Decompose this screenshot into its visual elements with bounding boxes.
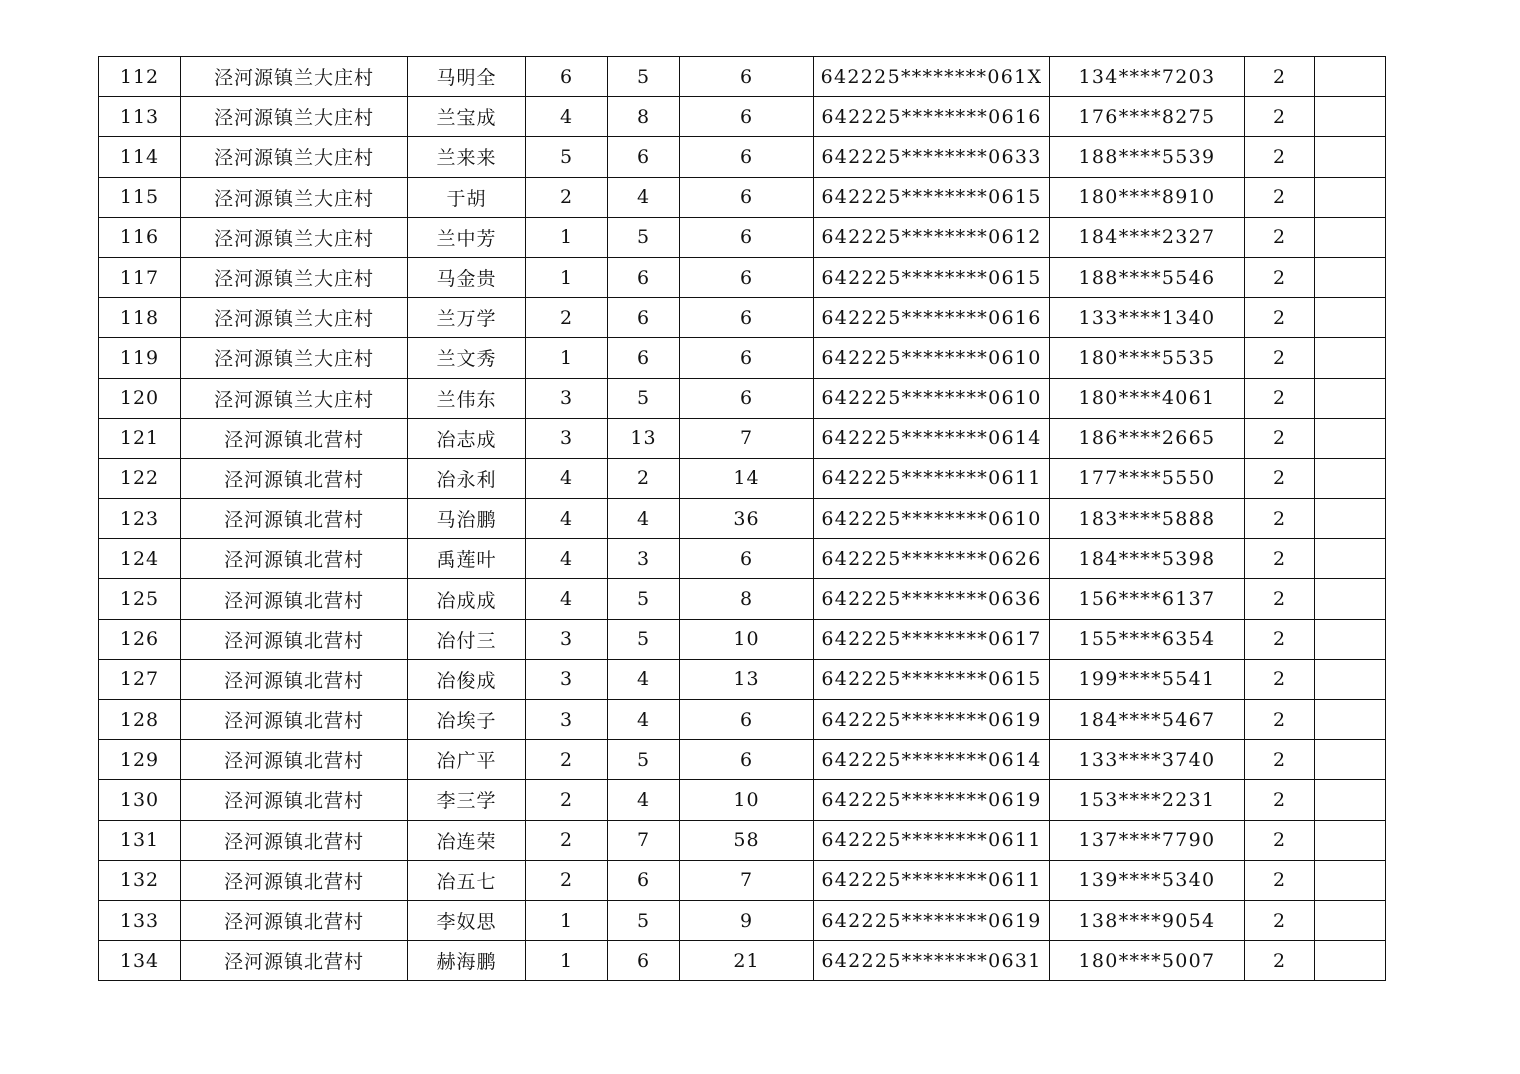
cell-phone: 180****4061 xyxy=(1050,378,1245,418)
cell-remark xyxy=(1315,579,1386,619)
cell-col-5: 3 xyxy=(608,539,680,579)
table-row xyxy=(99,499,1386,539)
cell-col-9: 2 xyxy=(1245,619,1315,659)
cell-col-4: 1 xyxy=(526,257,608,297)
cell-phone: 184****5398 xyxy=(1050,539,1245,579)
table-row xyxy=(99,378,1386,418)
cell-village: 泾河源镇兰大庄村 xyxy=(181,57,408,97)
cell-col-9: 2 xyxy=(1245,217,1315,257)
cell-col-5: 6 xyxy=(608,137,680,177)
table-row xyxy=(99,659,1386,699)
cell-remark xyxy=(1315,338,1386,378)
cell-name: 冶五七 xyxy=(408,860,526,900)
table-row xyxy=(99,177,1386,217)
table-row xyxy=(99,217,1386,257)
cell-name: 赫海鹏 xyxy=(408,941,526,981)
cell-col-5: 5 xyxy=(608,740,680,780)
cell-remark xyxy=(1315,619,1386,659)
cell-village: 泾河源镇北营村 xyxy=(181,740,408,780)
cell-col-5: 4 xyxy=(608,177,680,217)
cell-col-4: 2 xyxy=(526,860,608,900)
cell-name: 兰万学 xyxy=(408,298,526,338)
cell-col-6: 6 xyxy=(680,137,814,177)
cell-village: 泾河源镇兰大庄村 xyxy=(181,97,408,137)
cell-name: 兰中芳 xyxy=(408,217,526,257)
cell-number: 117 xyxy=(99,257,181,297)
cell-phone: 184****5467 xyxy=(1050,700,1245,740)
table-row xyxy=(99,257,1386,297)
table-row xyxy=(99,740,1386,780)
cell-phone: 188****5539 xyxy=(1050,137,1245,177)
table-row xyxy=(99,418,1386,458)
table-row xyxy=(99,137,1386,177)
cell-phone: 139****5340 xyxy=(1050,860,1245,900)
cell-col-9: 2 xyxy=(1245,860,1315,900)
cell-name: 李三学 xyxy=(408,780,526,820)
cell-id-number: 642225********0631 xyxy=(814,941,1050,981)
cell-phone: 183****5888 xyxy=(1050,499,1245,539)
cell-remark xyxy=(1315,941,1386,981)
table-row xyxy=(99,619,1386,659)
cell-village: 泾河源镇北营村 xyxy=(181,820,408,860)
cell-col-9: 2 xyxy=(1245,257,1315,297)
cell-remark xyxy=(1315,458,1386,498)
cell-col-6: 36 xyxy=(680,499,814,539)
cell-number: 121 xyxy=(99,418,181,458)
cell-number: 130 xyxy=(99,780,181,820)
cell-village: 泾河源镇北营村 xyxy=(181,659,408,699)
cell-id-number: 642225********0619 xyxy=(814,900,1050,940)
roster-body xyxy=(99,57,1386,981)
cell-col-6: 21 xyxy=(680,941,814,981)
cell-col-6: 6 xyxy=(680,257,814,297)
cell-remark xyxy=(1315,418,1386,458)
cell-name: 冶连荣 xyxy=(408,820,526,860)
cell-col-5: 8 xyxy=(608,97,680,137)
cell-remark xyxy=(1315,137,1386,177)
cell-col-6: 6 xyxy=(680,177,814,217)
cell-col-9: 2 xyxy=(1245,177,1315,217)
cell-col-5: 6 xyxy=(608,941,680,981)
cell-phone: 180****5007 xyxy=(1050,941,1245,981)
cell-id-number: 642225********0615 xyxy=(814,177,1050,217)
cell-col-5: 6 xyxy=(608,298,680,338)
cell-village: 泾河源镇北营村 xyxy=(181,780,408,820)
cell-village: 泾河源镇兰大庄村 xyxy=(181,378,408,418)
cell-col-4: 2 xyxy=(526,298,608,338)
cell-phone: 134****7203 xyxy=(1050,57,1245,97)
cell-phone: 137****7790 xyxy=(1050,820,1245,860)
cell-col-6: 7 xyxy=(680,860,814,900)
cell-village: 泾河源镇北营村 xyxy=(181,860,408,900)
cell-id-number: 642225********061X xyxy=(814,57,1050,97)
cell-id-number: 642225********0612 xyxy=(814,217,1050,257)
table-row xyxy=(99,900,1386,940)
cell-remark xyxy=(1315,820,1386,860)
cell-col-4: 3 xyxy=(526,418,608,458)
cell-col-9: 2 xyxy=(1245,298,1315,338)
cell-name: 冶成成 xyxy=(408,579,526,619)
cell-name: 马金贵 xyxy=(408,257,526,297)
cell-id-number: 642225********0616 xyxy=(814,97,1050,137)
table-row xyxy=(99,57,1386,97)
cell-id-number: 642225********0633 xyxy=(814,137,1050,177)
cell-col-4: 4 xyxy=(526,579,608,619)
cell-number: 113 xyxy=(99,97,181,137)
cell-name: 禹莲叶 xyxy=(408,539,526,579)
cell-col-6: 6 xyxy=(680,298,814,338)
cell-col-9: 2 xyxy=(1245,539,1315,579)
cell-col-5: 7 xyxy=(608,820,680,860)
cell-col-9: 2 xyxy=(1245,700,1315,740)
cell-col-9: 2 xyxy=(1245,378,1315,418)
cell-col-6: 6 xyxy=(680,539,814,579)
cell-village: 泾河源镇北营村 xyxy=(181,458,408,498)
cell-remark xyxy=(1315,217,1386,257)
table-row xyxy=(99,298,1386,338)
table-row xyxy=(99,941,1386,981)
cell-remark xyxy=(1315,499,1386,539)
cell-col-6: 6 xyxy=(680,97,814,137)
cell-name: 冶付三 xyxy=(408,619,526,659)
cell-col-4: 2 xyxy=(526,820,608,860)
cell-col-5: 5 xyxy=(608,217,680,257)
cell-col-9: 2 xyxy=(1245,97,1315,137)
cell-remark xyxy=(1315,539,1386,579)
cell-village: 泾河源镇兰大庄村 xyxy=(181,177,408,217)
cell-remark xyxy=(1315,740,1386,780)
cell-col-4: 3 xyxy=(526,619,608,659)
cell-col-5: 13 xyxy=(608,418,680,458)
cell-col-4: 4 xyxy=(526,499,608,539)
cell-col-6: 6 xyxy=(680,217,814,257)
cell-phone: 180****5535 xyxy=(1050,338,1245,378)
cell-col-6: 6 xyxy=(680,740,814,780)
cell-remark xyxy=(1315,860,1386,900)
cell-id-number: 642225********0610 xyxy=(814,499,1050,539)
cell-number: 127 xyxy=(99,659,181,699)
cell-phone: 176****8275 xyxy=(1050,97,1245,137)
cell-col-5: 5 xyxy=(608,619,680,659)
cell-name: 冶俊成 xyxy=(408,659,526,699)
cell-col-9: 2 xyxy=(1245,338,1315,378)
cell-remark xyxy=(1315,298,1386,338)
cell-number: 115 xyxy=(99,177,181,217)
cell-id-number: 642225********0636 xyxy=(814,579,1050,619)
cell-col-6: 58 xyxy=(680,820,814,860)
cell-col-9: 2 xyxy=(1245,659,1315,699)
cell-col-9: 2 xyxy=(1245,137,1315,177)
cell-number: 112 xyxy=(99,57,181,97)
cell-name: 冶广平 xyxy=(408,740,526,780)
cell-phone: 199****5541 xyxy=(1050,659,1245,699)
cell-col-5: 6 xyxy=(608,257,680,297)
cell-phone: 188****5546 xyxy=(1050,257,1245,297)
cell-name: 兰来来 xyxy=(408,137,526,177)
cell-remark xyxy=(1315,900,1386,940)
cell-col-9: 2 xyxy=(1245,579,1315,619)
cell-col-9: 2 xyxy=(1245,900,1315,940)
cell-col-6: 8 xyxy=(680,579,814,619)
table-row xyxy=(99,700,1386,740)
cell-id-number: 642225********0617 xyxy=(814,619,1050,659)
cell-col-5: 4 xyxy=(608,499,680,539)
table-row xyxy=(99,579,1386,619)
cell-remark xyxy=(1315,780,1386,820)
cell-id-number: 642225********0615 xyxy=(814,257,1050,297)
cell-id-number: 642225********0610 xyxy=(814,378,1050,418)
cell-col-6: 13 xyxy=(680,659,814,699)
cell-phone: 180****8910 xyxy=(1050,177,1245,217)
cell-col-4: 1 xyxy=(526,900,608,940)
cell-village: 泾河源镇北营村 xyxy=(181,619,408,659)
cell-id-number: 642225********0610 xyxy=(814,338,1050,378)
cell-col-9: 2 xyxy=(1245,820,1315,860)
cell-phone: 138****9054 xyxy=(1050,900,1245,940)
cell-village: 泾河源镇北营村 xyxy=(181,900,408,940)
cell-col-4: 3 xyxy=(526,700,608,740)
cell-id-number: 642225********0614 xyxy=(814,740,1050,780)
cell-number: 122 xyxy=(99,458,181,498)
cell-name: 冶永利 xyxy=(408,458,526,498)
cell-village: 泾河源镇北营村 xyxy=(181,579,408,619)
cell-id-number: 642225********0611 xyxy=(814,860,1050,900)
cell-col-4: 4 xyxy=(526,539,608,579)
cell-col-4: 6 xyxy=(526,57,608,97)
cell-name: 于胡 xyxy=(408,177,526,217)
cell-id-number: 642225********0619 xyxy=(814,700,1050,740)
cell-col-4: 4 xyxy=(526,458,608,498)
cell-id-number: 642225********0614 xyxy=(814,418,1050,458)
cell-col-6: 6 xyxy=(680,378,814,418)
cell-col-9: 2 xyxy=(1245,740,1315,780)
cell-col-5: 4 xyxy=(608,780,680,820)
cell-id-number: 642225********0611 xyxy=(814,820,1050,860)
table-row xyxy=(99,539,1386,579)
table-row xyxy=(99,780,1386,820)
cell-col-6: 6 xyxy=(680,338,814,378)
cell-col-4: 2 xyxy=(526,177,608,217)
cell-number: 132 xyxy=(99,860,181,900)
table-row xyxy=(99,97,1386,137)
household-roster-table xyxy=(98,56,1386,981)
cell-name: 冶志成 xyxy=(408,418,526,458)
cell-col-4: 2 xyxy=(526,780,608,820)
cell-name: 马治鹏 xyxy=(408,499,526,539)
cell-number: 123 xyxy=(99,499,181,539)
cell-col-5: 6 xyxy=(608,860,680,900)
cell-village: 泾河源镇兰大庄村 xyxy=(181,137,408,177)
cell-number: 119 xyxy=(99,338,181,378)
table-row xyxy=(99,860,1386,900)
cell-village: 泾河源镇兰大庄村 xyxy=(181,217,408,257)
cell-name: 马明全 xyxy=(408,57,526,97)
cell-col-9: 2 xyxy=(1245,458,1315,498)
cell-id-number: 642225********0615 xyxy=(814,659,1050,699)
cell-col-6: 6 xyxy=(680,700,814,740)
cell-number: 116 xyxy=(99,217,181,257)
cell-village: 泾河源镇兰大庄村 xyxy=(181,257,408,297)
cell-remark xyxy=(1315,700,1386,740)
cell-phone: 133****3740 xyxy=(1050,740,1245,780)
cell-col-4: 3 xyxy=(526,659,608,699)
cell-number: 134 xyxy=(99,941,181,981)
table-row xyxy=(99,338,1386,378)
cell-remark xyxy=(1315,257,1386,297)
cell-col-6: 10 xyxy=(680,619,814,659)
cell-remark xyxy=(1315,57,1386,97)
cell-remark xyxy=(1315,659,1386,699)
cell-phone: 186****2665 xyxy=(1050,418,1245,458)
cell-number: 131 xyxy=(99,820,181,860)
cell-col-5: 2 xyxy=(608,458,680,498)
cell-number: 120 xyxy=(99,378,181,418)
cell-id-number: 642225********0626 xyxy=(814,539,1050,579)
cell-number: 128 xyxy=(99,700,181,740)
cell-col-5: 5 xyxy=(608,57,680,97)
cell-col-6: 14 xyxy=(680,458,814,498)
cell-col-4: 5 xyxy=(526,137,608,177)
cell-col-6: 7 xyxy=(680,418,814,458)
table-row xyxy=(99,458,1386,498)
cell-col-5: 5 xyxy=(608,378,680,418)
cell-number: 133 xyxy=(99,900,181,940)
cell-number: 124 xyxy=(99,539,181,579)
cell-col-6: 6 xyxy=(680,57,814,97)
cell-col-4: 1 xyxy=(526,941,608,981)
cell-number: 125 xyxy=(99,579,181,619)
cell-col-9: 2 xyxy=(1245,780,1315,820)
cell-number: 129 xyxy=(99,740,181,780)
cell-village: 泾河源镇兰大庄村 xyxy=(181,338,408,378)
cell-remark xyxy=(1315,97,1386,137)
cell-remark xyxy=(1315,177,1386,217)
cell-col-4: 2 xyxy=(526,740,608,780)
cell-village: 泾河源镇兰大庄村 xyxy=(181,298,408,338)
cell-col-6: 10 xyxy=(680,780,814,820)
table-row xyxy=(99,820,1386,860)
cell-village: 泾河源镇北营村 xyxy=(181,539,408,579)
cell-col-4: 4 xyxy=(526,97,608,137)
cell-name: 兰文秀 xyxy=(408,338,526,378)
cell-phone: 184****2327 xyxy=(1050,217,1245,257)
cell-village: 泾河源镇北营村 xyxy=(181,499,408,539)
cell-number: 114 xyxy=(99,137,181,177)
cell-col-4: 1 xyxy=(526,217,608,257)
cell-col-9: 2 xyxy=(1245,499,1315,539)
cell-id-number: 642225********0616 xyxy=(814,298,1050,338)
cell-phone: 155****6354 xyxy=(1050,619,1245,659)
cell-village: 泾河源镇北营村 xyxy=(181,700,408,740)
cell-name: 兰伟东 xyxy=(408,378,526,418)
cell-col-6: 9 xyxy=(680,900,814,940)
cell-id-number: 642225********0611 xyxy=(814,458,1050,498)
cell-name: 冶埃子 xyxy=(408,700,526,740)
cell-id-number: 642225********0619 xyxy=(814,780,1050,820)
cell-col-4: 3 xyxy=(526,378,608,418)
cell-village: 泾河源镇北营村 xyxy=(181,418,408,458)
cell-col-5: 6 xyxy=(608,338,680,378)
cell-col-5: 4 xyxy=(608,700,680,740)
cell-remark xyxy=(1315,378,1386,418)
cell-name: 兰宝成 xyxy=(408,97,526,137)
cell-name: 李奴思 xyxy=(408,900,526,940)
cell-village: 泾河源镇北营村 xyxy=(181,941,408,981)
cell-col-9: 2 xyxy=(1245,57,1315,97)
cell-col-5: 5 xyxy=(608,579,680,619)
cell-phone: 156****6137 xyxy=(1050,579,1245,619)
cell-phone: 177****5550 xyxy=(1050,458,1245,498)
cell-phone: 133****1340 xyxy=(1050,298,1245,338)
cell-col-9: 2 xyxy=(1245,418,1315,458)
cell-col-5: 4 xyxy=(608,659,680,699)
cell-col-9: 2 xyxy=(1245,941,1315,981)
cell-number: 118 xyxy=(99,298,181,338)
cell-number: 126 xyxy=(99,619,181,659)
cell-phone: 153****2231 xyxy=(1050,780,1245,820)
cell-col-4: 1 xyxy=(526,338,608,378)
cell-col-5: 5 xyxy=(608,900,680,940)
